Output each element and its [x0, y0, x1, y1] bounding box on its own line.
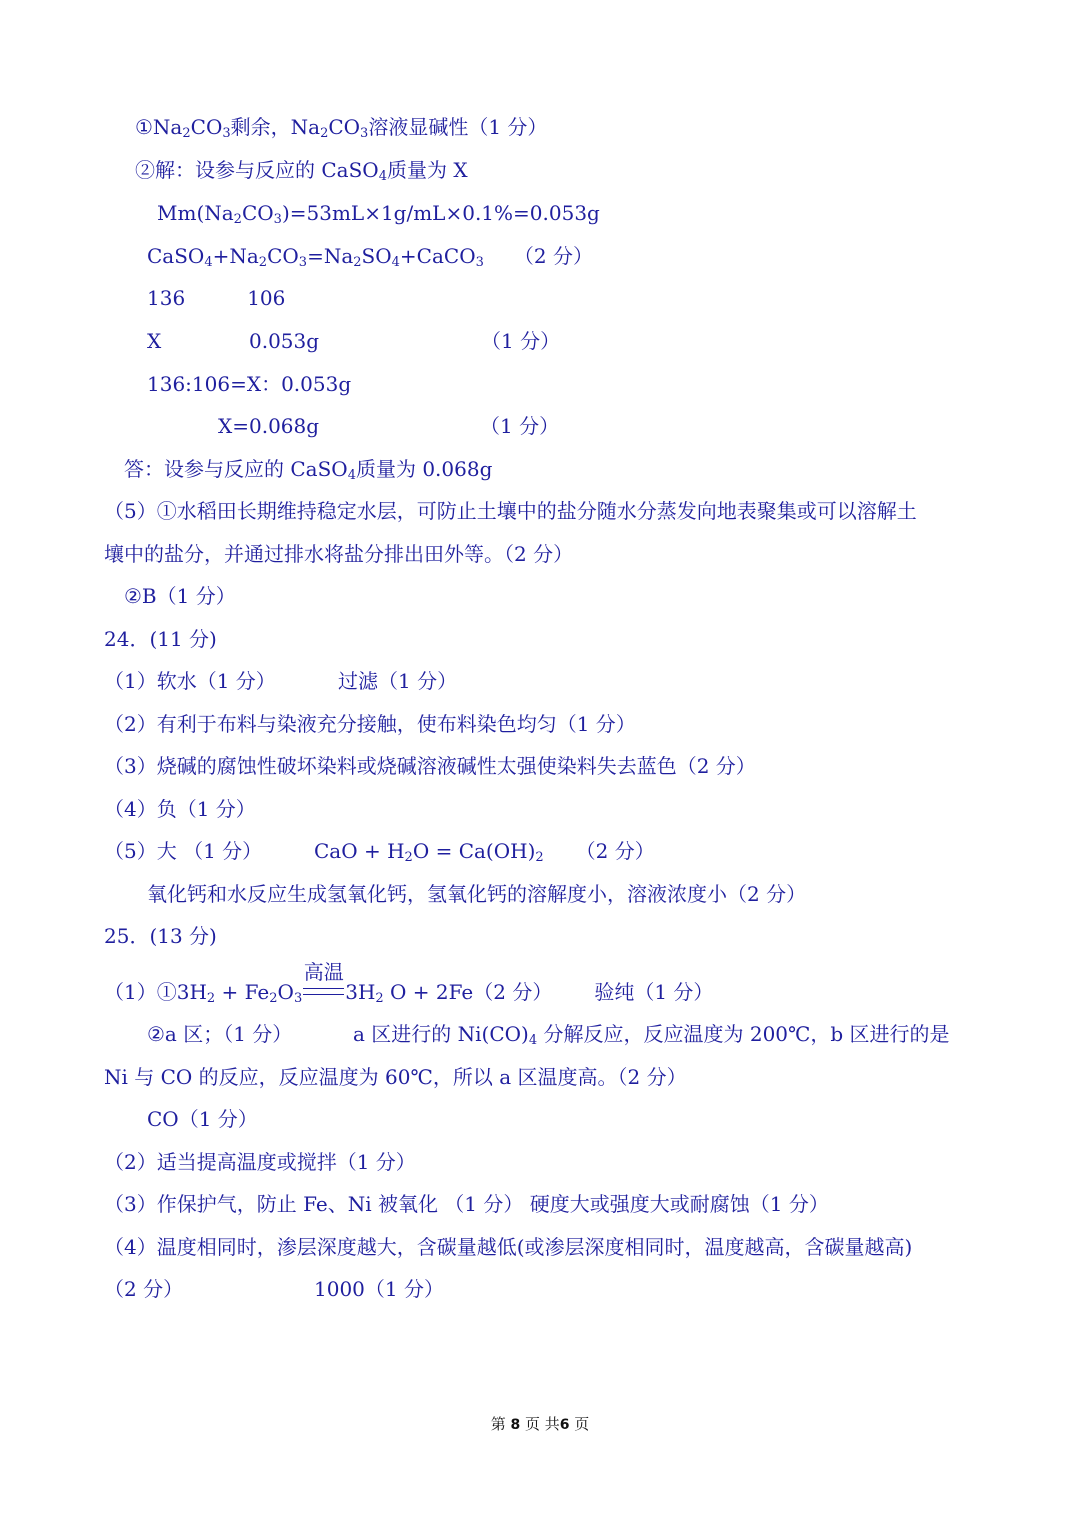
page-total: 6 [559, 1417, 570, 1433]
line-answer-statement: 答：设参与反应的 CaSO$_4$质量为 0.068g [124, 457, 493, 483]
page-footer: 第 8 页 共6 页 [490, 1415, 590, 1433]
line-q24-3: （3）烧碱的腐蚀性破坏染料或烧碱溶液碱性太强使染料失去蓝色（2 分） [104, 754, 756, 778]
heading-q25: 25．(13 分) [104, 924, 217, 948]
line-q5-part2: ②B（1 分） [124, 584, 236, 608]
line-q25-3: （3）作保护气，防止 Fe、Ni 被氧化 （1 分） 硬度大或强度大或耐腐蚀（1 分） [104, 1192, 829, 1216]
line-q24-5: （5）大 （1 分） CaO + $H_2O = Ca(OH)_2$ （2 分） [104, 839, 655, 865]
line-q24-2: （2）有利于布料与染液充分接触，使布料染色均匀（1 分） [104, 712, 636, 736]
line-q24-1: （1）软水（1 分） 过滤（1 分） [104, 669, 458, 693]
line-q25-4-cont: （2 分） 1000（1 分） [104, 1277, 444, 1301]
line-q24-4: （4）负（1 分） [104, 797, 256, 821]
line-proportion: 136:106=X：0.053g [147, 372, 352, 396]
line-q25-1: $(1)①3H_2 + Fe_2O_3$ 高温 $3H_2$ O + 2Fe（2 分） 验纯（1 分） [104, 960, 714, 1006]
line-molar-masses: 136 106 [147, 286, 286, 310]
heading-q24: 24．(11 分) [104, 627, 217, 651]
line-na2co3-mass: $Mm(Na_2CO_3)=53mL\times 1g/mL\times 0.1\%=0.053g$ [157, 201, 600, 227]
line-q24-5-explanation: 氧化钙和水反应生成氢氧化钙，氢氧化钙的溶解度小，溶液浓度小（2 分） [147, 882, 807, 906]
line-q5-part1: （5）①水稻田长期维持稳定水层，可防止土壤中的盐分随水分蒸发向地表聚集或可以溶解土 [104, 499, 917, 523]
line-reaction-equation: $CaSO_4+Na_2CO_3=Na_2SO_4+CaCO_3$ （2 分） [147, 244, 593, 270]
page-number: 8 [510, 1417, 521, 1433]
line-q25-1-part2-cont: Ni 与 CO 的反应，反应温度为 60℃，所以 a 区温度高。（2 分） [104, 1065, 687, 1089]
line-na2co3-remaining: $①Na_2CO_3$剩余，$Na_2CO_3$溶液显碱性（1 分） [135, 115, 548, 141]
line-result: X=0.068g （1 分） [218, 414, 560, 438]
reaction-condition: 高温 [302, 979, 345, 1005]
line-q25-1-co: CO（1 分） [147, 1107, 258, 1131]
line-q25-1-part2: ②a 区；（1 分） a 区进行的 $Ni(CO)_4$ 分解反应，反应温度为 200℃，b 区进行的是 [147, 1022, 950, 1048]
line-solution-setup: ②解：设参与反应的 CaSO$_4$质量为 X [135, 158, 468, 184]
line-q25-2: （2）适当提高温度或搅拌（1 分） [104, 1150, 416, 1174]
line-q25-4: （4）温度相同时，渗层深度越大，含碳量越低(或渗层深度相同时，温度越高，含碳量越高) [104, 1235, 913, 1259]
line-q5-part1-cont: 壤中的盐分，并通过排水将盐分排出田外等。（2 分） [104, 542, 574, 566]
line-unknown-values: X 0.053g （1 分） [147, 329, 561, 353]
